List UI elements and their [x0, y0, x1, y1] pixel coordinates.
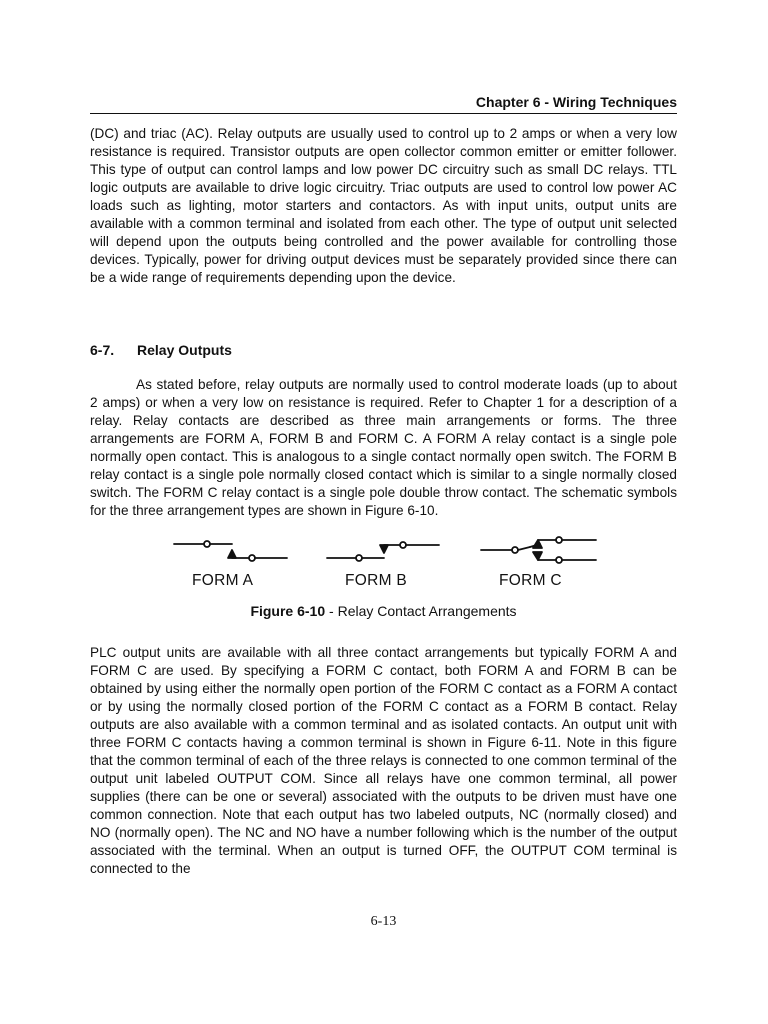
form-a-symbol [174, 541, 287, 561]
chapter-header: Chapter 6 - Wiring Techniques [475, 94, 677, 110]
section-heading [90, 342, 232, 359]
form-c-symbol [481, 537, 596, 563]
form-a-label: FORM A [192, 572, 254, 589]
form-b-label: FORM B [345, 572, 408, 589]
figure-caption-label: Figure 6-10 [250, 603, 326, 619]
page-number: 6-13 [370, 914, 397, 929]
form-b-symbol [327, 542, 439, 561]
relay-outputs-paragraph: As stated before, relay outputs are normally used to control moderate loads (up to about 2 amps) or when a very low on resistance is required. Refer to Chapter 1 for a description of a relay. Relay contacts are described as three main arrangements or forms. The three arrangements are FORM A, FORM B and FORM C. A FORM A relay contact is a single pole normally open contact. This is analogous to a single contact normally open switch. The FORM B relay contact is a single pole normally closed contact which is similar to a single normally closed switch. The FORM C relay contact is a single pole double throw contact. The schematic symbols for the three arrangement types are shown in Figure 6-10. [90, 377, 677, 518]
header-rule [90, 113, 677, 114]
plc-outputs-paragraph: PLC output units are available with all three contact arrangements but typically FORM A and FORM C are used. By specifying a FORM C contact, both FORM A and FORM B can be obtained by using either the normally open portion of the FORM C contact as a FORM A contact or by using the normally closed portion of the FORM C contact as a FORM B contact. Relay outputs are also available with a common terminal and as isolated contacts. An output unit with three FORM C contacts having a common terminal is shown in Figure 6-11. Note in this figure that the common terminal of each of the three relays is connected to one common terminal of the output unit labeled OUTPUT COM. Since all relays have one common terminal, all power supplies (there can be one or several) associated with the outputs to be driven must have one common connection. Note that each output has two labeled outputs, NC (normally closed) and NO (normally open). The NC and NO have a number following which is the number of the output associated with the terminal. When an output is turned OFF, the OUTPUT COM terminal is connected to the [90, 645, 677, 876]
figure-caption-text: - Relay Contact Arrangements [325, 603, 517, 619]
figure-caption [90, 603, 677, 620]
form-c-label: FORM C [499, 572, 562, 589]
intro-paragraph: (DC) and triac (AC). Relay outputs are usually used to control up to 2 amps or when a very low resistance is required. Transistor outputs are open collector common emitter or emitter follower. This type of output can control lamps and low power DC circuitry such as small DC relays. TTL logic outputs are available to drive logic circuitry. Triac outputs are used to control low power AC loads such as lighting, motor starters and contactors. As with input units, output units are available with a common terminal and isolated from each other. The type of output unit selected will depend upon the outputs being controlled and the power available for controlling those devices. Typically, power for driving output devices must be separately provided since there can be a wide range of requirements depending upon the device. [90, 126, 677, 285]
section-number: 6-7. [90, 342, 115, 358]
relay-contact-figure [160, 528, 610, 594]
section-title: Relay Outputs [137, 342, 232, 358]
